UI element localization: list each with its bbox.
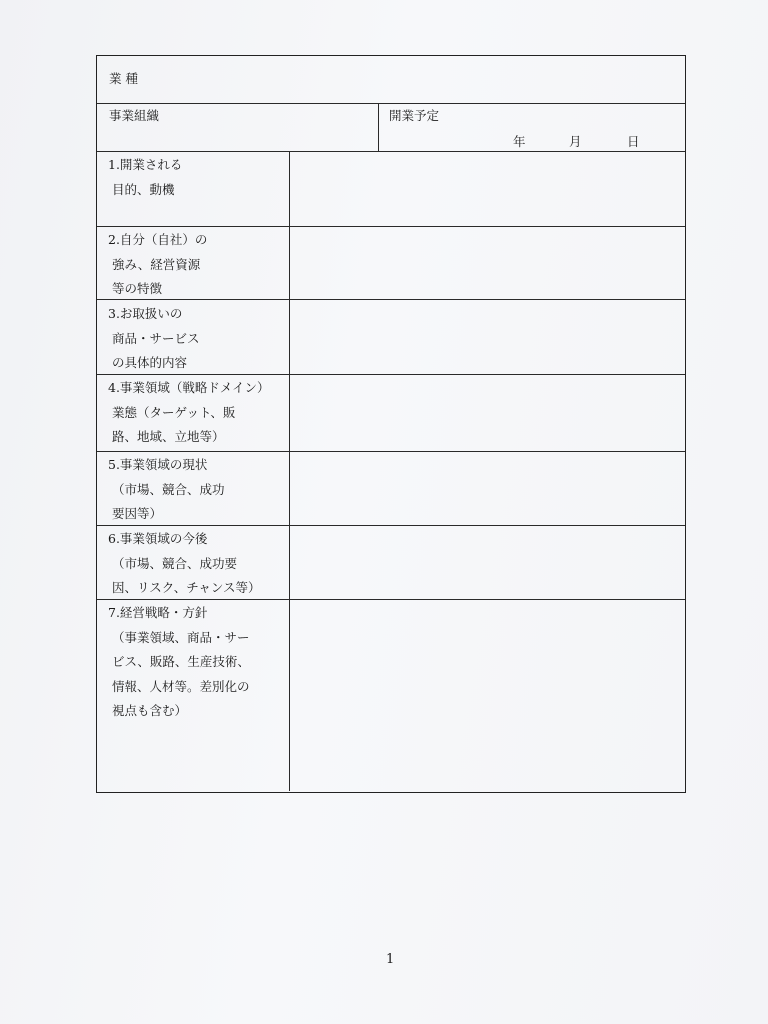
page-number: 1 [386, 952, 395, 967]
business-organization-label: 事業組織 [109, 108, 160, 123]
row-label-domain: 4.事業領域（戦略ドメイン） 業態（ターゲット、販 路、地域、立地等） [108, 380, 270, 444]
business-plan-form [96, 55, 686, 793]
industry-label: 業 種 [109, 71, 138, 86]
column-divider [289, 151, 290, 791]
row-label-future: 6.事業領域の今後 （市場、競合、成功要 因、リスク、チャンス等） [108, 531, 261, 595]
date-day-label: 日 [627, 134, 640, 149]
row-label-strengths: 2.自分（自社）の 強み、経営資源 等の特徴 [108, 232, 208, 296]
column-divider [378, 104, 379, 151]
date-month-label: 月 [569, 134, 582, 149]
opening-schedule-label: 開業予定 [389, 108, 440, 123]
row-divider [97, 451, 685, 452]
date-year-label: 年 [513, 134, 526, 149]
row-divider [97, 151, 685, 152]
row-label-products: 3.お取扱いの 商品・サービス の具体的内容 [108, 306, 200, 370]
row-label-current-state: 5.事業領域の現状 （市場、競合、成功 要因等） [108, 457, 225, 521]
row-label-purpose: 1.開業される 目的、動機 [108, 157, 183, 197]
row-label-strategy: 7.経営戦略・方針 （事業領域、商品・サー ビス、販路、生産技術、 情報、人材等。差別化の 視点も含む） [108, 605, 250, 718]
row-divider [97, 226, 685, 227]
